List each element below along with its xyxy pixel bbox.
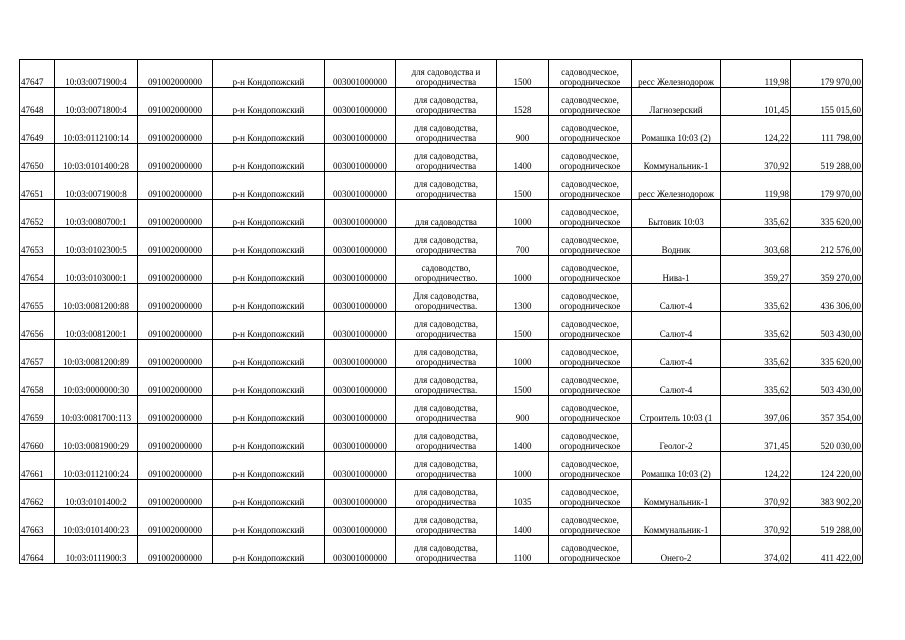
- cadastral-value-cell: 212 576,00: [791, 228, 863, 256]
- region-cell: р-н Кондопожский: [213, 452, 325, 480]
- land-category-line: огородническое: [559, 105, 621, 115]
- permitted-use-cell: [396, 508, 497, 536]
- region-cell: р-н Кондопожский: [213, 88, 325, 116]
- land-category-line: садоводческое,: [561, 67, 619, 77]
- permitted-use-cell: [396, 116, 497, 144]
- permitted-use-line: для садоводства,: [414, 235, 478, 245]
- permitted-use-line: для садоводства,: [414, 375, 478, 385]
- okato-code-cell: 091002000000: [138, 200, 213, 228]
- region-cell: р-н Кондопожский: [213, 536, 325, 564]
- land-category-line: садоводческое,: [561, 543, 619, 553]
- specific-value-cell: 397,06: [721, 396, 791, 424]
- table-row: [20, 340, 863, 368]
- land-category-line: садоводческое,: [561, 487, 619, 497]
- permitted-use-line: огородничества: [415, 413, 477, 423]
- region-cell: р-н Кондопожский: [213, 340, 325, 368]
- permitted-use-line: для садоводства,: [414, 431, 478, 441]
- area-cell: 900: [497, 116, 549, 144]
- region-cell: р-н Кондопожский: [213, 228, 325, 256]
- land-category-line: садоводческое,: [561, 375, 619, 385]
- cadastral-value-cell: 124 220,00: [791, 452, 863, 480]
- okato-code-cell: 091002000000: [138, 312, 213, 340]
- permitted-use-line: для садоводства,: [414, 347, 478, 357]
- region-cell: р-н Кондопожский: [213, 200, 325, 228]
- table-row: [20, 368, 863, 396]
- cadastral-number-cell: 10:03:0071900:8: [55, 172, 138, 200]
- land-category-line: садоводческое,: [561, 95, 619, 105]
- table-row: [20, 88, 863, 116]
- region-cell: р-н Кондопожский: [213, 144, 325, 172]
- okato-code-cell: 091002000000: [138, 284, 213, 312]
- okato-code-cell: 091002000000: [138, 172, 213, 200]
- record-id-cell: 47658: [20, 368, 55, 396]
- okato-code-cell: 091002000000: [138, 368, 213, 396]
- specific-value-cell: 370,92: [721, 480, 791, 508]
- land-category-cell: [549, 368, 632, 396]
- specific-value-cell: 124,22: [721, 452, 791, 480]
- permitted-use-line: садоводство,: [421, 263, 471, 273]
- land-category-line: огородническое: [559, 77, 621, 87]
- land-category-line: садоводческое,: [561, 123, 619, 133]
- oktmo-code-cell: 003001000000: [325, 172, 396, 200]
- permitted-use-cell: [396, 480, 497, 508]
- land-category-cell: [549, 536, 632, 564]
- table-row: [20, 312, 863, 340]
- table-row: [20, 200, 863, 228]
- permitted-use-line: огородничества: [415, 189, 477, 199]
- permitted-use-cell: [396, 312, 497, 340]
- land-category-cell: [549, 452, 632, 480]
- cadastral-value-cell: 503 430,00: [791, 368, 863, 396]
- permitted-use-line: для садоводства и: [411, 67, 481, 77]
- specific-value-cell: 371,45: [721, 424, 791, 452]
- record-id-cell: 47647: [20, 60, 55, 88]
- cadastral-number-cell: 10:03:0112100:24: [55, 452, 138, 480]
- permitted-use-line: для садоводства: [415, 217, 477, 227]
- permitted-use-line: огородничества: [415, 105, 477, 115]
- land-category-line: огородническое: [559, 441, 621, 451]
- garden-association-cell: Салют-4: [632, 368, 721, 396]
- garden-association-cell: Ромашка 10:03 (2): [632, 452, 721, 480]
- permitted-use-cell: [396, 228, 497, 256]
- permitted-use-line: для садоводства,: [414, 151, 478, 161]
- specific-value-cell: 101,45: [721, 88, 791, 116]
- record-id-cell: 47649: [20, 116, 55, 144]
- land-category-cell: [549, 116, 632, 144]
- land-category-line: садоводческое,: [561, 403, 619, 413]
- cadastral-number-cell: 10:03:0000000:30: [55, 368, 138, 396]
- land-category-line: садоводческое,: [561, 263, 619, 273]
- area-cell: 1035: [497, 480, 549, 508]
- permitted-use-cell: [396, 424, 497, 452]
- specific-value-cell: 370,92: [721, 508, 791, 536]
- okato-code-cell: 091002000000: [138, 60, 213, 88]
- specific-value-cell: 370,92: [721, 144, 791, 172]
- cadastral-value-cell: 520 030,00: [791, 424, 863, 452]
- specific-value-cell: 335,62: [721, 200, 791, 228]
- oktmo-code-cell: 003001000000: [325, 256, 396, 284]
- cadastral-number-cell: 10:03:0081700:113: [55, 396, 138, 424]
- area-cell: 1300: [497, 284, 549, 312]
- land-category-line: огородническое: [559, 357, 621, 367]
- land-category-cell: [549, 340, 632, 368]
- land-category-line: огородническое: [559, 469, 621, 479]
- record-id-cell: 47656: [20, 312, 55, 340]
- land-category-cell: [549, 200, 632, 228]
- area-cell: 1000: [497, 200, 549, 228]
- table-row: [20, 144, 863, 172]
- cadastral-number-cell: 10:03:0112100:14: [55, 116, 138, 144]
- land-category-line: огородническое: [559, 553, 621, 563]
- land-category-line: огородническое: [559, 525, 621, 535]
- table-row: [20, 480, 863, 508]
- cadastral-number-cell: 10:03:0081900:29: [55, 424, 138, 452]
- area-cell: 1500: [497, 368, 549, 396]
- cadastral-value-cell: 519 288,00: [791, 144, 863, 172]
- table-row: [20, 508, 863, 536]
- area-cell: 1000: [497, 452, 549, 480]
- permitted-use-line: для садоводства,: [414, 179, 478, 189]
- permitted-use-cell: [396, 396, 497, 424]
- cadastral-value-cell: 335 620,00: [791, 340, 863, 368]
- okato-code-cell: 091002000000: [138, 452, 213, 480]
- cadastral-value-cell: 436 306,00: [791, 284, 863, 312]
- cadastral-value-cell: 411 422,00: [791, 536, 863, 564]
- area-cell: 1500: [497, 60, 549, 88]
- land-category-cell: [549, 60, 632, 88]
- oktmo-code-cell: 003001000000: [325, 60, 396, 88]
- table-row: [20, 228, 863, 256]
- land-category-line: садоводческое,: [561, 515, 619, 525]
- garden-association-cell: Строитель 10:03 (1: [632, 396, 721, 424]
- oktmo-code-cell: 003001000000: [325, 144, 396, 172]
- specific-value-cell: 374,02: [721, 536, 791, 564]
- area-cell: 1000: [497, 256, 549, 284]
- permitted-use-line: огородничества.: [414, 385, 478, 395]
- cadastral-number-cell: 10:03:0111900:3: [55, 536, 138, 564]
- land-registry-table: [19, 59, 863, 564]
- oktmo-code-cell: 003001000000: [325, 312, 396, 340]
- garden-association-cell: Бытовик 10:03: [632, 200, 721, 228]
- cadastral-value-cell: 155 015,60: [791, 88, 863, 116]
- specific-value-cell: 119,98: [721, 60, 791, 88]
- region-cell: р-н Кондопожский: [213, 480, 325, 508]
- okato-code-cell: 091002000000: [138, 88, 213, 116]
- permitted-use-line: для садоводства,: [414, 515, 478, 525]
- specific-value-cell: 303,68: [721, 228, 791, 256]
- land-category-cell: [549, 312, 632, 340]
- permitted-use-cell: [396, 340, 497, 368]
- garden-association-cell: Онего-2: [632, 536, 721, 564]
- permitted-use-cell: [396, 536, 497, 564]
- table-row: [20, 116, 863, 144]
- region-cell: р-н Кондопожский: [213, 116, 325, 144]
- oktmo-code-cell: 003001000000: [325, 480, 396, 508]
- land-category-cell: [549, 144, 632, 172]
- cadastral-value-cell: 335 620,00: [791, 200, 863, 228]
- region-cell: р-н Кондопожский: [213, 256, 325, 284]
- permitted-use-line: [397, 207, 495, 217]
- oktmo-code-cell: 003001000000: [325, 424, 396, 452]
- area-cell: 1400: [497, 424, 549, 452]
- land-category-cell: [549, 508, 632, 536]
- region-cell: р-н Кондопожский: [213, 424, 325, 452]
- permitted-use-cell: [396, 88, 497, 116]
- permitted-use-cell: [396, 60, 497, 88]
- land-category-line: огородническое: [559, 245, 621, 255]
- permitted-use-line: для садоводства,: [414, 403, 478, 413]
- region-cell: р-н Кондопожский: [213, 368, 325, 396]
- land-category-cell: [549, 396, 632, 424]
- permitted-use-line: огородничество.: [414, 273, 478, 283]
- area-cell: 1528: [497, 88, 549, 116]
- permitted-use-cell: [396, 452, 497, 480]
- land-category-line: садоводческое,: [561, 319, 619, 329]
- garden-association-cell: Салют-4: [632, 340, 721, 368]
- oktmo-code-cell: 003001000000: [325, 88, 396, 116]
- record-id-cell: 47663: [20, 508, 55, 536]
- permitted-use-line: огородничества: [415, 77, 477, 87]
- permitted-use-cell: [396, 144, 497, 172]
- region-cell: р-н Кондопожский: [213, 284, 325, 312]
- land-category-line: огородническое: [559, 161, 621, 171]
- table-row: [20, 60, 863, 88]
- cadastral-number-cell: 10:03:0102300:5: [55, 228, 138, 256]
- record-id-cell: 47662: [20, 480, 55, 508]
- specific-value-cell: 359,27: [721, 256, 791, 284]
- garden-association-cell: Салют-4: [632, 284, 721, 312]
- permitted-use-cell: [396, 200, 497, 228]
- land-category-line: садоводческое,: [561, 235, 619, 245]
- record-id-cell: 47659: [20, 396, 55, 424]
- permitted-use-line: для садоводства,: [414, 319, 478, 329]
- garden-association-cell: Лагнозерский: [632, 88, 721, 116]
- okato-code-cell: 091002000000: [138, 536, 213, 564]
- cadastral-number-cell: 10:03:0101400:28: [55, 144, 138, 172]
- land-category-line: садоводческое,: [561, 291, 619, 301]
- permitted-use-line: огородничества: [415, 525, 477, 535]
- specific-value-cell: 124,22: [721, 116, 791, 144]
- land-category-line: огородническое: [559, 301, 621, 311]
- cadastral-value-cell: 519 288,00: [791, 508, 863, 536]
- record-id-cell: 47648: [20, 88, 55, 116]
- land-category-cell: [549, 228, 632, 256]
- cadastral-number-cell: 10:03:0081200:88: [55, 284, 138, 312]
- permitted-use-line: огородничества: [415, 357, 477, 367]
- permitted-use-line: для садоводства,: [414, 95, 478, 105]
- garden-association-cell: Нива-1: [632, 256, 721, 284]
- oktmo-code-cell: 003001000000: [325, 116, 396, 144]
- okato-code-cell: 091002000000: [138, 424, 213, 452]
- cadastral-number-cell: 10:03:0101400:2: [55, 480, 138, 508]
- record-id-cell: 47660: [20, 424, 55, 452]
- permitted-use-line: для садоводства,: [414, 459, 478, 469]
- record-id-cell: 47650: [20, 144, 55, 172]
- specific-value-cell: 335,62: [721, 284, 791, 312]
- permitted-use-cell: [396, 172, 497, 200]
- okato-code-cell: 091002000000: [138, 116, 213, 144]
- record-id-cell: 47651: [20, 172, 55, 200]
- land-category-line: садоводческое,: [561, 151, 619, 161]
- oktmo-code-cell: 003001000000: [325, 508, 396, 536]
- garden-association-cell: Коммунальник-1: [632, 144, 721, 172]
- record-id-cell: 47661: [20, 452, 55, 480]
- land-category-line: садоводческое,: [561, 431, 619, 441]
- oktmo-code-cell: 003001000000: [325, 536, 396, 564]
- permitted-use-cell: [396, 284, 497, 312]
- region-cell: р-н Кондопожский: [213, 312, 325, 340]
- land-category-line: огородническое: [559, 385, 621, 395]
- garden-association-cell: Геолог-2: [632, 424, 721, 452]
- region-cell: р-н Кондопожский: [213, 60, 325, 88]
- area-cell: 1000: [497, 340, 549, 368]
- record-id-cell: 47655: [20, 284, 55, 312]
- permitted-use-line: для садоводства,: [414, 543, 478, 553]
- land-category-cell: [549, 480, 632, 508]
- garden-association-cell: ресс Железнодорож: [632, 60, 721, 88]
- cadastral-number-cell: 10:03:0071800:4: [55, 88, 138, 116]
- table-row: [20, 172, 863, 200]
- specific-value-cell: 335,62: [721, 340, 791, 368]
- land-category-line: садоводческое,: [561, 347, 619, 357]
- permitted-use-line: Для садоводства,: [413, 291, 479, 301]
- table-row: [20, 256, 863, 284]
- cadastral-number-cell: 10:03:0103000:1: [55, 256, 138, 284]
- land-category-cell: [549, 284, 632, 312]
- table-row: [20, 424, 863, 452]
- cadastral-value-cell: 111 798,00: [791, 116, 863, 144]
- cadastral-number-cell: 10:03:0081200:1: [55, 312, 138, 340]
- record-id-cell: 47664: [20, 536, 55, 564]
- cadastral-value-cell: 357 354,00: [791, 396, 863, 424]
- oktmo-code-cell: 003001000000: [325, 284, 396, 312]
- cadastral-value-cell: 179 970,00: [791, 60, 863, 88]
- cadastral-number-cell: 10:03:0101400:23: [55, 508, 138, 536]
- record-id-cell: 47654: [20, 256, 55, 284]
- cadastral-value-cell: 179 970,00: [791, 172, 863, 200]
- okato-code-cell: 091002000000: [138, 396, 213, 424]
- cadastral-value-cell: 383 902,20: [791, 480, 863, 508]
- region-cell: р-н Кондопожский: [213, 396, 325, 424]
- land-category-line: садоводческое,: [561, 179, 619, 189]
- okato-code-cell: 091002000000: [138, 340, 213, 368]
- land-category-line: огородническое: [559, 217, 621, 227]
- area-cell: 700: [497, 228, 549, 256]
- garden-association-cell: Салют-4: [632, 312, 721, 340]
- oktmo-code-cell: 003001000000: [325, 368, 396, 396]
- permitted-use-line: огородничества: [415, 553, 477, 563]
- specific-value-cell: 119,98: [721, 172, 791, 200]
- land-category-line: огородническое: [559, 273, 621, 283]
- land-category-line: огородническое: [559, 133, 621, 143]
- specific-value-cell: 335,62: [721, 368, 791, 396]
- specific-value-cell: 335,62: [721, 312, 791, 340]
- oktmo-code-cell: 003001000000: [325, 340, 396, 368]
- oktmo-code-cell: 003001000000: [325, 200, 396, 228]
- land-category-cell: [549, 88, 632, 116]
- oktmo-code-cell: 003001000000: [325, 396, 396, 424]
- permitted-use-line: огородничества: [415, 469, 477, 479]
- table-row: [20, 396, 863, 424]
- okato-code-cell: 091002000000: [138, 480, 213, 508]
- permitted-use-line: для садоводства,: [414, 123, 478, 133]
- land-category-line: садоводческое,: [561, 459, 619, 469]
- permitted-use-line: огородничества: [415, 161, 477, 171]
- area-cell: 1500: [497, 312, 549, 340]
- land-category-line: огородническое: [559, 189, 621, 199]
- record-id-cell: 47652: [20, 200, 55, 228]
- area-cell: 1400: [497, 508, 549, 536]
- area-cell: 1500: [497, 172, 549, 200]
- land-category-line: садоводческое,: [561, 207, 619, 217]
- permitted-use-line: огородничества: [415, 441, 477, 451]
- okato-code-cell: 091002000000: [138, 508, 213, 536]
- permitted-use-cell: [396, 256, 497, 284]
- cadastral-number-cell: 10:03:0080700:1: [55, 200, 138, 228]
- garden-association-cell: Коммунальник-1: [632, 508, 721, 536]
- cadastral-number-cell: 10:03:0081200:89: [55, 340, 138, 368]
- cadastral-value-cell: 359 270,00: [791, 256, 863, 284]
- garden-association-cell: Водник: [632, 228, 721, 256]
- garden-association-cell: Ромашка 10:03 (2): [632, 116, 721, 144]
- area-cell: 1400: [497, 144, 549, 172]
- region-cell: р-н Кондопожский: [213, 172, 325, 200]
- okato-code-cell: 091002000000: [138, 228, 213, 256]
- permitted-use-line: огородничества: [415, 329, 477, 339]
- record-id-cell: 47653: [20, 228, 55, 256]
- permitted-use-line: огородничества: [415, 133, 477, 143]
- table-row: [20, 536, 863, 564]
- permitted-use-line: огородничества: [415, 245, 477, 255]
- cadastral-value-cell: 503 430,00: [791, 312, 863, 340]
- area-cell: 900: [497, 396, 549, 424]
- oktmo-code-cell: 003001000000: [325, 228, 396, 256]
- permitted-use-line: для садоводства,: [414, 487, 478, 497]
- table-row: [20, 452, 863, 480]
- garden-association-cell: ресс Железнодорож: [632, 172, 721, 200]
- region-cell: р-н Кондопожский: [213, 508, 325, 536]
- cadastral-number-cell: 10:03:0071900:4: [55, 60, 138, 88]
- area-cell: 1100: [497, 536, 549, 564]
- okato-code-cell: 091002000000: [138, 144, 213, 172]
- land-category-line: огородническое: [559, 329, 621, 339]
- permitted-use-cell: [396, 368, 497, 396]
- record-id-cell: 47657: [20, 340, 55, 368]
- permitted-use-line: огородничества: [415, 497, 477, 507]
- oktmo-code-cell: 003001000000: [325, 452, 396, 480]
- table-row: [20, 284, 863, 312]
- garden-association-cell: Коммунальник-1: [632, 480, 721, 508]
- permitted-use-line: огородничества.: [414, 301, 478, 311]
- land-category-cell: [549, 424, 632, 452]
- land-category-cell: [549, 172, 632, 200]
- land-category-line: огородническое: [559, 497, 621, 507]
- land-category-cell: [549, 256, 632, 284]
- land-category-line: огородническое: [559, 413, 621, 423]
- okato-code-cell: 091002000000: [138, 256, 213, 284]
